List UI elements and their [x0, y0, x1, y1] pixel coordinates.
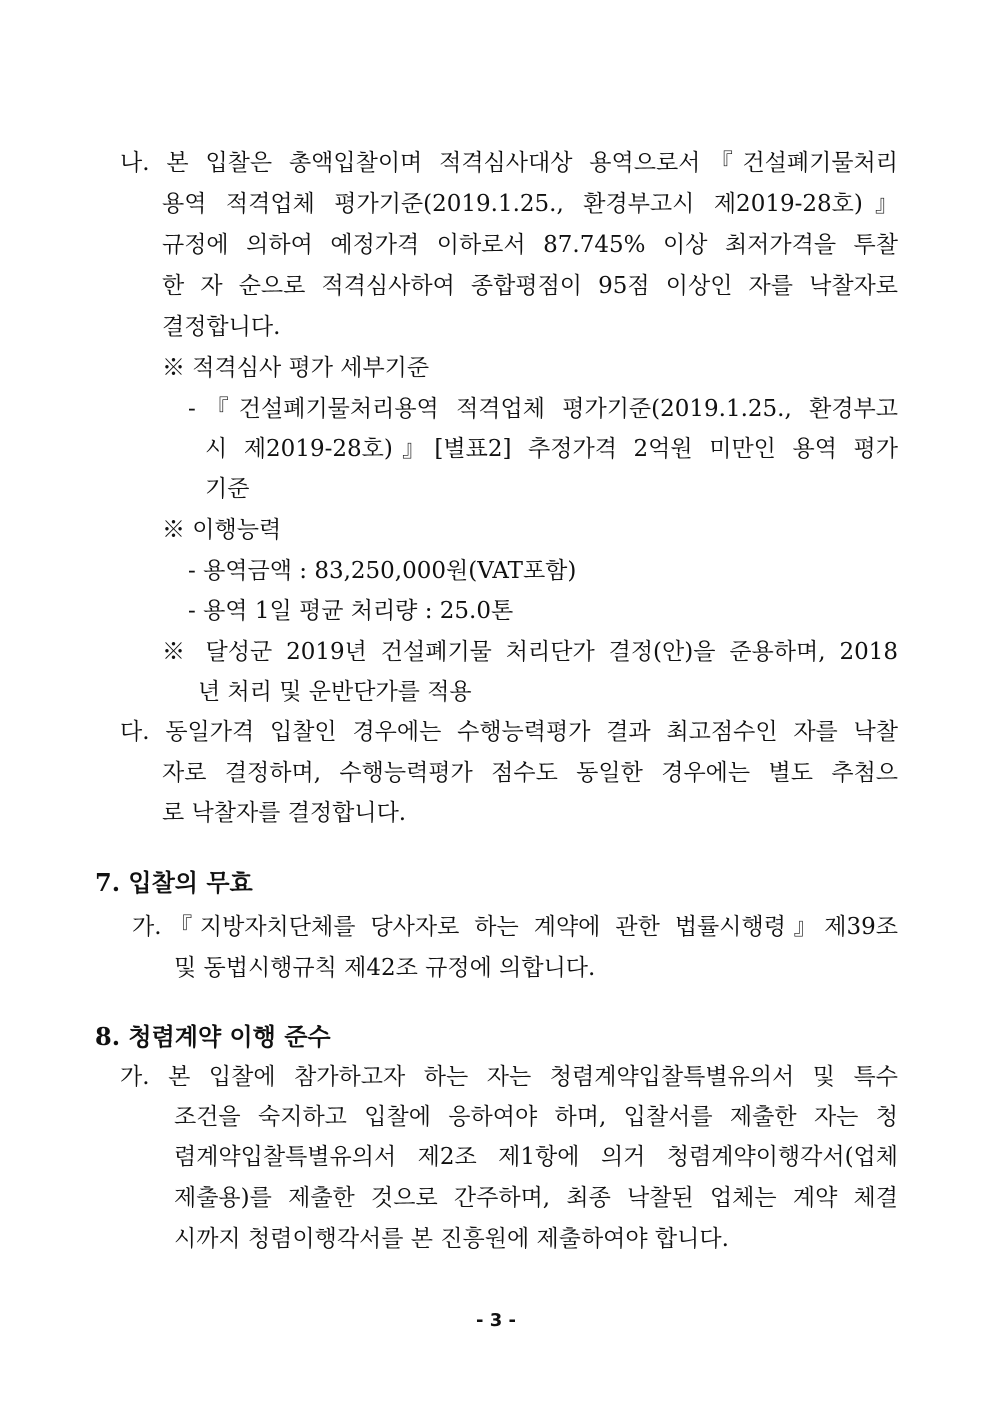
- note-evaluation-criteria-line-2: 시 제2019-28호)』[별표2] 추정가격 2억원 미만인 용역 평가: [205, 436, 898, 462]
- paragraph-na-line-1: 나. 본 입찰은 총액입찰이며 적격심사대상 용역으로서『건설폐기물처리: [120, 150, 898, 176]
- section-8-ga-line-4: 제출용)를 제출한 것으로 간주하며, 최종 낙찰된 업체는 계약 체결: [174, 1185, 898, 1211]
- paragraph-na-line-4: 한 자 순으로 적격심사하여 종합평점이 95점 이상인 자를 낙찰자로: [162, 273, 898, 299]
- note-evaluation-criteria-line-1: -『건설폐기물처리용역 적격업체 평가기준(2019.1.25., 환경부고: [188, 396, 898, 422]
- section-8-ga-line-2: 조건을 숙지하고 입찰에 응하여야 하며, 입찰서를 제출한 자는 청: [174, 1104, 898, 1130]
- section-8-ga-line-3: 렴계약입찰특별유의서 제2조 제1항에 의거 청렴계약이행각서(업체: [174, 1144, 898, 1170]
- note-performance-item-amount: - 용역금액 : 83,250,000원(VAT포함): [188, 558, 577, 584]
- section-7-ga-line-1: 가.『지방자치단체를 당사자로 하는 계약에 관한 법률시행령』제39조: [132, 914, 898, 940]
- paragraph-na-line-2: 용역 적격업체 평가기준(2019.1.25., 환경부고시 제2019-28호)』: [162, 191, 898, 217]
- paragraph-da-line-3: 로 낙찰자를 결정합니다.: [162, 800, 407, 826]
- paragraph-na-line-5: 결정합니다.: [162, 314, 281, 340]
- note-unit-price-line-1: ※ 달성군 2019년 건설폐기물 처리단가 결정(안)을 준용하며, 2018: [162, 639, 898, 665]
- section-7-heading: 7. 입찰의 무효: [95, 868, 253, 897]
- note-evaluation-criteria-line-3: 기준: [205, 476, 250, 502]
- note-performance-item-daily-volume: - 용역 1일 평균 처리량 : 25.0톤: [188, 598, 514, 624]
- section-8-heading: 8. 청렴계약 이행 준수: [95, 1022, 331, 1051]
- note-performance-title: ※ 이행능력: [162, 517, 282, 543]
- note-evaluation-criteria-title: ※ 적격심사 평가 세부기준: [162, 355, 430, 381]
- page-number: - 3 -: [476, 1310, 516, 1331]
- section-8-ga-line-1: 가. 본 입찰에 참가하고자 하는 자는 청렴계약입찰특별유의서 및 특수: [120, 1064, 898, 1090]
- paragraph-na-line-3: 규정에 의하여 예정가격 이하로서 87.745% 이상 최저가격을 투찰: [162, 232, 898, 258]
- paragraph-da-line-2: 자로 결정하며, 수행능력평가 점수도 동일한 경우에는 별도 추첨으: [162, 760, 898, 786]
- note-unit-price-line-2: 년 처리 및 운반단가를 적용: [198, 679, 472, 705]
- section-8-ga-line-5: 시까지 청렴이행각서를 본 진흥원에 제출하여야 합니다.: [174, 1226, 729, 1252]
- paragraph-da-line-1: 다. 동일가격 입찰인 경우에는 수행능력평가 결과 최고점수인 자를 낙찰: [120, 719, 898, 745]
- section-7-ga-line-2: 및 동법시행규칙 제42조 규정에 의합니다.: [174, 955, 596, 981]
